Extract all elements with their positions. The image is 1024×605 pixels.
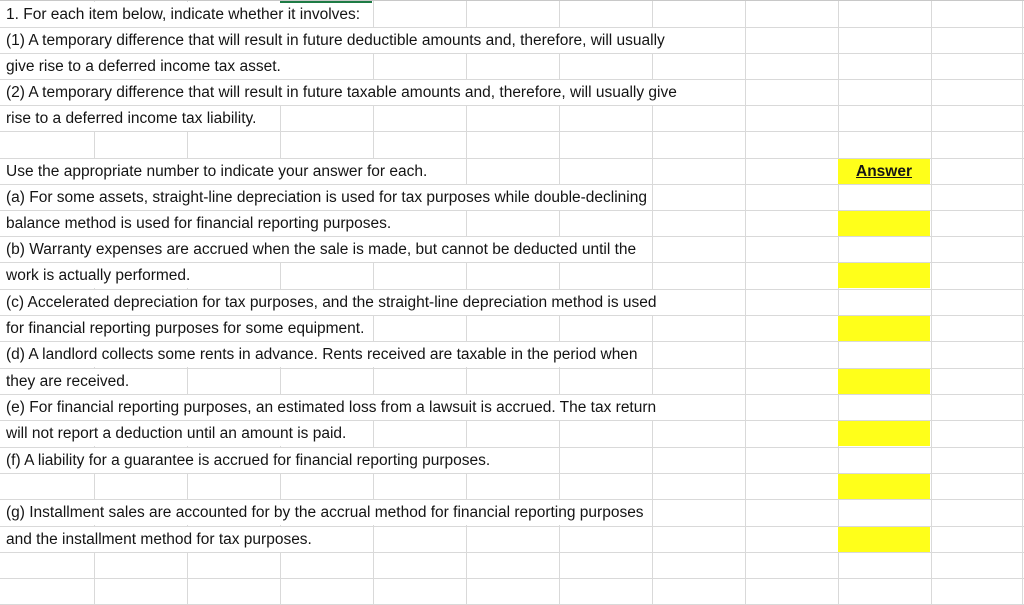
item-f-cell[interactable]: (f) A liability for a guarantee is accrued for financial reporting purposes. — [0, 448, 494, 473]
item-e-cell-cont[interactable]: will not report a deduction until an amount is paid. — [0, 421, 350, 446]
item-d-cell[interactable]: (d) A landlord collects some rents in advance. Rents received are taxable in the period when — [0, 342, 642, 367]
row-gridline — [0, 578, 1024, 579]
item-e-cell[interactable]: (e) For financial reporting purposes, an estimated loss from a lawsuit is accrued. The tax return — [0, 395, 660, 420]
selected-cell-indicator — [280, 1, 372, 3]
item-g-cell[interactable]: (g) Installment sales are accounted for by the accrual method for financial reporting purposes — [0, 500, 648, 525]
item-b-cell-cont[interactable]: work is actually performed. — [0, 263, 194, 288]
column-gridline — [1022, 1, 1023, 605]
answer-cell-a[interactable] — [838, 211, 930, 236]
item-a-cell-cont[interactable]: balance method is used for financial reporting purposes. — [0, 211, 395, 236]
answer-cell-d[interactable] — [838, 369, 930, 394]
item-c-cell[interactable]: (c) Accelerated depreciation for tax purposes, and the straight-line depreciation method is used — [0, 290, 661, 315]
item-b-cell[interactable]: (b) Warranty expenses are accrued when the sale is made, but cannot be deducted until the — [0, 237, 640, 262]
item-d-cell-cont[interactable]: they are received. — [0, 369, 133, 394]
item-a-cell[interactable]: (a) For some assets, straight-line depreciation is used for tax purposes while double-declining — [0, 185, 651, 210]
item-g-cell-cont[interactable]: and the installment method for tax purposes. — [0, 527, 316, 552]
answer-cell-b[interactable] — [838, 263, 930, 288]
answer-header-cell[interactable]: Answer — [838, 159, 930, 184]
option-1-cell-cont[interactable]: give rise to a deferred income tax asset. — [0, 54, 285, 79]
option-2-cell-cont[interactable]: rise to a deferred income tax liability. — [0, 106, 260, 131]
directions-cell[interactable]: Use the appropriate number to indicate your answer for each. — [0, 159, 431, 184]
column-gridline — [745, 1, 746, 605]
column-gridline — [838, 1, 839, 605]
answer-cell-g[interactable] — [838, 527, 930, 552]
column-gridline — [931, 1, 932, 605]
item-c-cell-cont[interactable]: for financial reporting purposes for some equipment. — [0, 316, 368, 341]
answer-cell-f[interactable] — [838, 474, 930, 499]
option-2-cell[interactable]: (2) A temporary difference that will result in future taxable amounts and, therefore, will usually give — [0, 80, 681, 105]
instruction-cell[interactable]: 1. For each item below, indicate whether it involves: — [0, 2, 364, 27]
answer-cell-e[interactable] — [838, 421, 930, 446]
row-gridline — [0, 552, 1024, 553]
row-gridline — [0, 131, 1024, 132]
answer-cell-c[interactable] — [838, 316, 930, 341]
option-1-cell[interactable]: (1) A temporary difference that will result in future deductible amounts and, therefore, will usually — [0, 28, 669, 53]
